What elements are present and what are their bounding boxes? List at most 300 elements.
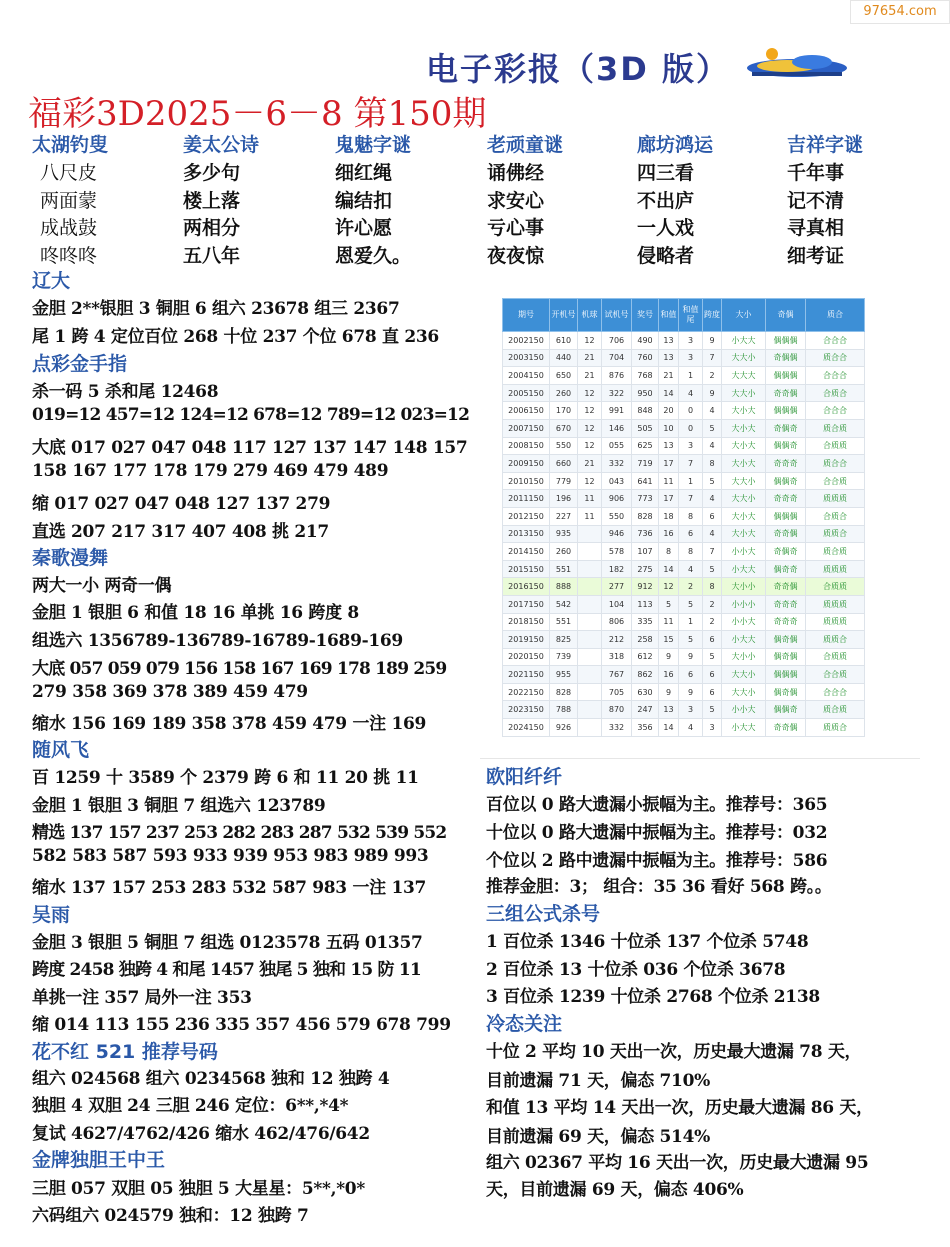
riddle-item: 一人戏: [637, 217, 695, 239]
table-cell: 小小大: [722, 613, 766, 631]
table-cell: 质质合: [806, 631, 865, 649]
table-cell: 2021150: [503, 666, 550, 684]
section-line: 杀一码 5 杀和尾 12468: [32, 382, 219, 402]
table-cell: 20: [659, 402, 679, 420]
section-line: 组六 024568 组六 0234568 独和 12 独跨 4: [32, 1069, 390, 1089]
table-cell: 2: [703, 595, 722, 613]
table-cell: 2007150: [503, 419, 550, 437]
table-row: [503, 666, 865, 684]
section-line: 复试 4627/4762/426 缩水 462/476/642: [32, 1124, 370, 1144]
table-row: [503, 402, 865, 420]
table-cell: 奇偶奇: [766, 419, 806, 437]
table-row: [503, 507, 865, 525]
table-cell: 14: [659, 384, 679, 402]
table-cell: [578, 543, 602, 561]
table-cell: 11: [578, 507, 602, 525]
table-row: [503, 613, 865, 631]
table-cell: 4: [703, 490, 722, 508]
table-cell: 3: [679, 349, 703, 367]
table-cell: 322: [602, 384, 632, 402]
table-cell: 862: [632, 666, 659, 684]
table-cell: 11: [659, 613, 679, 631]
table-cell: 6: [703, 666, 722, 684]
table-cell: 奇偶奇: [766, 543, 806, 561]
table-cell: 4: [679, 560, 703, 578]
table-cell: 5: [703, 560, 722, 578]
table-cell: 9: [679, 648, 703, 666]
riddle-column-title: 廊坊鸿运: [637, 134, 714, 156]
table-row: [503, 332, 865, 350]
section-heading: 秦歌漫舞: [32, 547, 109, 569]
table-cell: 4: [703, 525, 722, 543]
section-line: 582 583 587 593 933 939 953 983 989 993: [32, 846, 429, 866]
table-cell: 2: [679, 578, 703, 596]
table-cell: 质质质: [806, 613, 865, 631]
section-line: 大底 057 059 079 156 158 167 169 178 189 259: [32, 659, 447, 679]
table-cell: 7: [679, 455, 703, 473]
table-cell: 2006150: [503, 402, 550, 420]
table-cell: 13: [659, 332, 679, 350]
table-cell: 质质合: [806, 719, 865, 737]
table-row: [503, 437, 865, 455]
table-cell: 5: [679, 631, 703, 649]
table-cell: 739: [550, 648, 578, 666]
table-cell: 2015150: [503, 560, 550, 578]
table-cell: 7: [679, 490, 703, 508]
table-cell: 质合质: [806, 419, 865, 437]
table-cell: 182: [602, 560, 632, 578]
table-row: [503, 560, 865, 578]
section-line: 金胆 1 银胆 3 铜胆 7 组选六 123789: [32, 796, 326, 816]
table-cell: 542: [550, 595, 578, 613]
table-cell: [578, 631, 602, 649]
table-cell: 合合质: [806, 666, 865, 684]
table-cell: 736: [632, 525, 659, 543]
table-cell: 大小大: [722, 525, 766, 543]
table-cell: 551: [550, 613, 578, 631]
table-cell: 170: [550, 402, 578, 420]
table-cell: 1: [679, 472, 703, 490]
table-cell: 610: [550, 332, 578, 350]
table-cell: 8: [703, 455, 722, 473]
table-cell: 21: [578, 367, 602, 385]
table-row: [503, 419, 865, 437]
section-line: 缩 017 027 047 048 127 137 279: [32, 494, 331, 514]
table-cell: 2019150: [503, 631, 550, 649]
table-cell: [578, 701, 602, 719]
history-table: [502, 298, 865, 737]
table-cell: 合合合: [806, 367, 865, 385]
riddle-item: 楼上落: [183, 189, 241, 212]
table-cell: 0: [679, 419, 703, 437]
table-row: [503, 683, 865, 701]
table-cell: [578, 683, 602, 701]
section-heading: 辽大: [32, 270, 71, 292]
table-cell: 2022150: [503, 683, 550, 701]
table-cell: 8: [679, 543, 703, 561]
table-cell: 6: [703, 507, 722, 525]
riddle-item: 咚咚咚: [40, 244, 98, 267]
table-row: [503, 349, 865, 367]
table-cell: [578, 560, 602, 578]
table-cell: 大小大: [722, 402, 766, 420]
table-row: [503, 719, 865, 737]
table-cell: 小小大: [722, 543, 766, 561]
decorative-logo-icon: [742, 42, 852, 86]
section-divider: [480, 758, 920, 759]
table-cell: 8: [679, 507, 703, 525]
table-cell: 16: [659, 525, 679, 543]
section-line: 三胆 057 双胆 05 独胆 5 大星星：5**,*0*: [32, 1179, 365, 1199]
section-line: 目前遗漏 69 天，偏态 514%: [486, 1127, 710, 1147]
table-row: [503, 648, 865, 666]
table-cell: 275: [632, 560, 659, 578]
table-cell: 719: [632, 455, 659, 473]
table-cell: 小小小: [722, 595, 766, 613]
riddle-item: 寻真相: [787, 217, 845, 239]
table-cell: 小大大: [722, 631, 766, 649]
table-cell: 247: [632, 701, 659, 719]
table-cell: 12: [578, 332, 602, 350]
table-cell: 偶偶奇: [766, 701, 806, 719]
riddle-item: 夜夜惊: [487, 244, 545, 267]
table-cell: 5: [703, 648, 722, 666]
table-cell: 196: [550, 490, 578, 508]
table-row: [503, 490, 865, 508]
section-heading: 欧阳纤纤: [486, 766, 563, 788]
table-cell: 偶偶偶: [766, 332, 806, 350]
section-line: 目前遗漏 71 天，偏态 710%: [486, 1071, 710, 1091]
table-cell: 9: [679, 683, 703, 701]
table-cell: 大小大: [722, 455, 766, 473]
table-cell: 578: [602, 543, 632, 561]
table-cell: 质合合: [806, 349, 865, 367]
table-cell: 合质质: [806, 648, 865, 666]
table-cell: 12: [578, 402, 602, 420]
table-cell: 质合合: [806, 455, 865, 473]
table-cell: 706: [602, 332, 632, 350]
issue-title: 福彩3D2025－6－8 第150期: [28, 94, 487, 134]
table-cell: 779: [550, 472, 578, 490]
section-line: 279 358 369 378 389 459 479: [32, 682, 308, 702]
table-cell: 043: [602, 472, 632, 490]
table-cell: 21: [659, 367, 679, 385]
riddle-item: 恩爱久。: [335, 244, 412, 267]
table-cell: 7: [703, 349, 722, 367]
table-cell: 质质质: [806, 490, 865, 508]
table-cell: [578, 648, 602, 666]
section-heading: 点彩金手指: [32, 353, 128, 375]
table-header-cell: 机球: [578, 299, 602, 332]
table-cell: 2002150: [503, 332, 550, 350]
table-cell: 偶奇奇: [766, 560, 806, 578]
table-header-cell: 大小: [722, 299, 766, 332]
table-cell: 质合质: [806, 543, 865, 561]
table-cell: 18: [659, 507, 679, 525]
table-cell: 2014150: [503, 543, 550, 561]
table-cell: 935: [550, 525, 578, 543]
table-row: [503, 367, 865, 385]
table-cell: 356: [632, 719, 659, 737]
table-cell: 490: [632, 332, 659, 350]
section-line: 百 1259 十 3589 个 2379 跨 6 和 11 20 挑 11: [32, 768, 419, 788]
section-line: 和值 13 平均 14 天出一次，历史最大遗漏 86 天，: [486, 1098, 873, 1118]
table-cell: 2: [703, 367, 722, 385]
table-cell: 15: [659, 631, 679, 649]
table-cell: 768: [632, 367, 659, 385]
table-cell: 0: [679, 402, 703, 420]
riddle-item: 求安心: [487, 189, 545, 212]
section-heading: 吴雨: [32, 904, 71, 926]
table-cell: 3: [679, 437, 703, 455]
section-line: 天，目前遗漏 69 天，偏态 406%: [486, 1180, 744, 1200]
section-line: 十位以 0 路大遗漏中振幅为主。推荐号：032: [486, 823, 828, 843]
table-header-cell: 奖号: [632, 299, 659, 332]
table-cell: 704: [602, 349, 632, 367]
table-cell: 大大小: [722, 490, 766, 508]
riddle-item: 亏心事: [487, 217, 545, 239]
section-line: 158 167 177 178 179 279 469 479 489: [32, 461, 389, 481]
table-cell: 146: [602, 419, 632, 437]
table-cell: 2: [703, 613, 722, 631]
table-cell: 828: [550, 683, 578, 701]
table-header-cell: 开机号: [550, 299, 578, 332]
table-cell: 6: [679, 666, 703, 684]
riddle-item: 许心愿: [335, 217, 393, 239]
table-cell: 合质合: [806, 507, 865, 525]
table-cell: 5: [703, 701, 722, 719]
riddle-item: 四三看: [637, 162, 695, 184]
table-row: [503, 595, 865, 613]
table-cell: 合合合: [806, 683, 865, 701]
section-line: 独胆 4 双胆 24 三胆 246 定位：6**,*4*: [32, 1096, 349, 1116]
table-cell: 212: [602, 631, 632, 649]
table-cell: 1: [679, 613, 703, 631]
table-cell: 773: [632, 490, 659, 508]
table-cell: [578, 525, 602, 543]
table-cell: 8: [703, 578, 722, 596]
section-line: 直选 207 217 317 407 408 挑 217: [32, 522, 329, 542]
table-cell: 848: [632, 402, 659, 420]
table-cell: 5: [679, 595, 703, 613]
section-line: 019=12 457=12 124=12 678=12 789=12 023=12: [32, 405, 470, 425]
table-cell: 4: [679, 384, 703, 402]
table-cell: 大小大: [722, 507, 766, 525]
table-cell: 4: [679, 719, 703, 737]
table-cell: 788: [550, 701, 578, 719]
table-cell: 偶偶偶: [766, 367, 806, 385]
table-cell: 合合合: [806, 402, 865, 420]
table-cell: 318: [602, 648, 632, 666]
table-cell: 1: [679, 367, 703, 385]
table-row: [503, 631, 865, 649]
table-cell: 2023150: [503, 701, 550, 719]
table-cell: 277: [602, 578, 632, 596]
section-line: 尾 1 跨 4 定位百位 268 十位 237 个位 678 直 236: [32, 327, 439, 347]
table-cell: 大大小: [722, 683, 766, 701]
table-cell: 950: [632, 384, 659, 402]
table-cell: 2013150: [503, 525, 550, 543]
riddle-column-title: 吉祥字谜: [787, 134, 864, 156]
table-cell: 偶奇偶: [766, 631, 806, 649]
section-line: 2 百位杀 13 十位杀 036 个位杀 3678: [486, 960, 786, 980]
table-cell: 偶偶偶: [766, 507, 806, 525]
table-cell: 6: [703, 683, 722, 701]
section-line: 推荐金胆：3； 组合：35 36 看好 568 跨。。: [486, 877, 832, 897]
table-cell: 12: [578, 419, 602, 437]
table-cell: 大小小: [722, 578, 766, 596]
section-line: 缩水 137 157 253 283 532 587 983 一注 137: [32, 878, 427, 898]
table-body: [503, 332, 865, 737]
table-cell: 偶奇偶: [766, 648, 806, 666]
table-cell: 14: [659, 560, 679, 578]
table-row: [503, 525, 865, 543]
site-watermark: 97654.com: [850, 0, 950, 24]
riddle-item: 侵略者: [637, 244, 695, 267]
table-cell: 合合质: [806, 472, 865, 490]
riddle-item: 五八年: [183, 244, 241, 267]
table-row: [503, 701, 865, 719]
table-cell: 6: [679, 525, 703, 543]
section-line: 缩水 156 169 189 358 378 459 479 一注 169: [32, 714, 427, 734]
table-cell: 12: [578, 384, 602, 402]
section-line: 1 百位杀 1346 十位杀 137 个位杀 5748: [486, 932, 809, 952]
table-cell: 奇奇偶: [766, 719, 806, 737]
section-line: 组六 02367 平均 16 天出一次，历史最大遗漏 95: [486, 1153, 869, 1173]
table-cell: 870: [602, 701, 632, 719]
table-cell: 625: [632, 437, 659, 455]
table-cell: 946: [602, 525, 632, 543]
table-cell: 偶偶奇: [766, 472, 806, 490]
table-cell: 440: [550, 349, 578, 367]
table-cell: 550: [602, 507, 632, 525]
table-cell: 760: [632, 349, 659, 367]
table-cell: 11: [659, 472, 679, 490]
section-line: 组选六 1356789-136789-16789-1689-169: [32, 631, 403, 651]
table-cell: 926: [550, 719, 578, 737]
table-cell: 912: [632, 578, 659, 596]
table-cell: 2012150: [503, 507, 550, 525]
table-cell: 合质质: [806, 437, 865, 455]
table-cell: 小小大: [722, 701, 766, 719]
table-cell: 876: [602, 367, 632, 385]
table-cell: 5: [703, 472, 722, 490]
table-cell: 705: [602, 683, 632, 701]
table-header-cell: 奇偶: [766, 299, 806, 332]
table-cell: 奇奇偶: [766, 578, 806, 596]
riddle-item: 细考证: [787, 244, 845, 267]
section-line: 十位 2 平均 10 天出一次，历史最大遗漏 78 天，: [486, 1042, 862, 1062]
riddle-item: 八尺皮: [40, 162, 98, 184]
table-cell: 14: [659, 719, 679, 737]
riddle-item: 细红绳: [335, 162, 393, 184]
table-cell: 955: [550, 666, 578, 684]
table-cell: 767: [602, 666, 632, 684]
table-cell: 17: [659, 490, 679, 508]
section-line: 精选 137 157 237 253 282 283 287 532 539 552: [32, 823, 447, 843]
table-cell: 2009150: [503, 455, 550, 473]
newspaper-title: 电子彩报（3D 版）: [426, 50, 730, 88]
table-cell: 奇奇奇: [766, 455, 806, 473]
table-cell: [578, 578, 602, 596]
table-cell: 9: [703, 332, 722, 350]
table-cell: 107: [632, 543, 659, 561]
riddle-column-title: 鬼魅字谜: [335, 134, 412, 156]
table-cell: 奇奇奇: [766, 490, 806, 508]
table-cell: 7: [703, 543, 722, 561]
table-cell: 5: [659, 595, 679, 613]
table-cell: 2016150: [503, 578, 550, 596]
table-header-cell: 和值: [659, 299, 679, 332]
table-cell: 偶偶偶: [766, 402, 806, 420]
table-cell: 3: [679, 701, 703, 719]
table-cell: 10: [659, 419, 679, 437]
section-heading: 花不红 521 推荐号码: [32, 1041, 218, 1063]
table-cell: 大大大: [722, 367, 766, 385]
table-row: [503, 455, 865, 473]
table-cell: 332: [602, 719, 632, 737]
table-cell: 055: [602, 437, 632, 455]
table-cell: 奇偶偶: [766, 349, 806, 367]
table-cell: 2005150: [503, 384, 550, 402]
table-cell: 质合质: [806, 701, 865, 719]
table-cell: 16: [659, 666, 679, 684]
table-cell: 小大大: [722, 560, 766, 578]
table-cell: 888: [550, 578, 578, 596]
table-cell: 828: [632, 507, 659, 525]
section-line: 金胆 2**银胆 3 铜胆 6 组六 23678 组三 2367: [32, 299, 400, 319]
table-header-cell: 期号: [503, 299, 550, 332]
table-cell: 9: [659, 648, 679, 666]
table-cell: 小大大: [722, 719, 766, 737]
table-cell: 332: [602, 455, 632, 473]
table-cell: 13: [659, 349, 679, 367]
table-cell: 6: [703, 631, 722, 649]
table-cell: 质质质: [806, 560, 865, 578]
riddle-item: 千年事: [787, 162, 845, 184]
section-heading: 金牌独胆王中王: [32, 1149, 166, 1171]
table-cell: 9: [703, 384, 722, 402]
table-cell: 2008150: [503, 437, 550, 455]
riddle-item: 两相分: [183, 217, 241, 239]
section-line: 两大一小 两奇一偶: [32, 576, 172, 596]
table-cell: 2003150: [503, 349, 550, 367]
riddle-item: 记不清: [787, 189, 845, 212]
table-cell: 小大大: [722, 332, 766, 350]
table-cell: 2017150: [503, 595, 550, 613]
section-line: 大底 017 027 047 048 117 127 137 147 148 157: [32, 438, 468, 458]
table-cell: 13: [659, 701, 679, 719]
table-cell: 17: [659, 455, 679, 473]
table-cell: 合质合: [806, 384, 865, 402]
table-cell: 5: [703, 419, 722, 437]
table-cell: 113: [632, 595, 659, 613]
table-cell: 偶偶奇: [766, 437, 806, 455]
table-cell: 大大小: [722, 472, 766, 490]
table-cell: 3: [679, 332, 703, 350]
table-cell: 2018150: [503, 613, 550, 631]
table-cell: 641: [632, 472, 659, 490]
section-line: 跨度 2458 独跨 4 和尾 1457 独尾 5 独和 15 防 11: [32, 960, 421, 980]
table-cell: [578, 666, 602, 684]
riddle-item: 多少句: [183, 162, 241, 184]
table-cell: 21: [578, 349, 602, 367]
table-cell: 9: [659, 683, 679, 701]
table-cell: 3: [703, 719, 722, 737]
table-cell: 奇奇奇: [766, 595, 806, 613]
table-cell: 8: [659, 543, 679, 561]
table-cell: 大小小: [722, 648, 766, 666]
